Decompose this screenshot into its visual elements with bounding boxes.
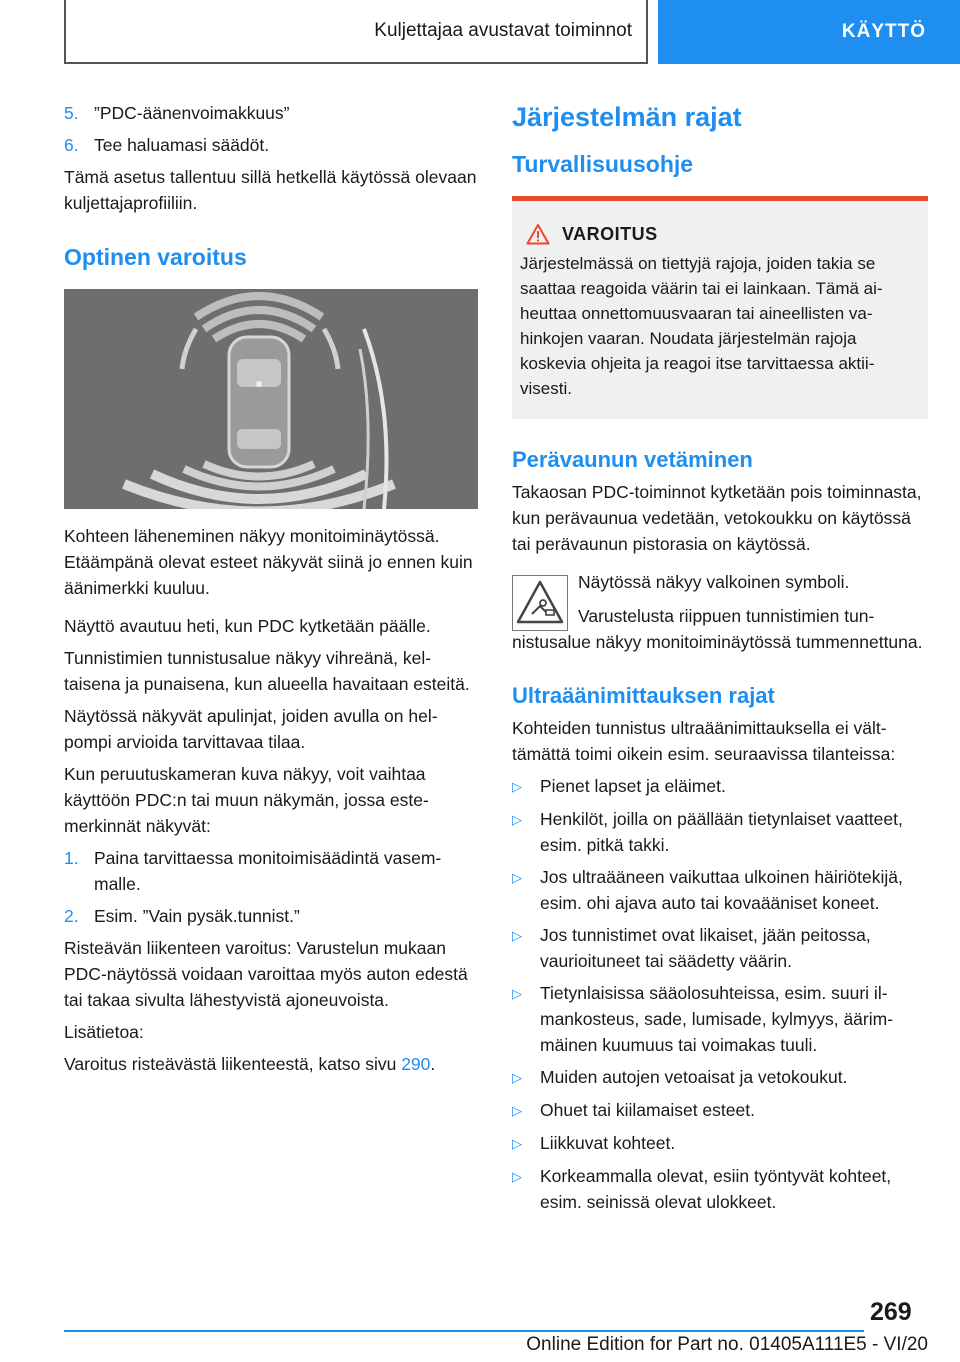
list-item [512, 864, 928, 916]
list-item-text: Henkilöt, joilla on päällään tietynlaiset vaatteet, esim. pitkä takki. [540, 809, 903, 855]
bullet-triangle-icon: ▷ [512, 870, 522, 885]
paragraph-trailer: Takaosan PDC-toiminnot kytketään pois toiminnasta, kun perävaunua vedetään, vetokoukku on käytössä tai perävaunun pistorasia on käytössä. [512, 482, 922, 554]
step-number: 6. [64, 135, 79, 155]
heading-trailer: Perävaunun vetäminen [512, 447, 753, 472]
left-column [64, 100, 478, 1083]
paragraph-guide-lines: Näytössä näkyvät apulinjat, joiden avulla on helpompi arvioida tarvittavaa tilaa. [64, 706, 438, 752]
list-item [512, 922, 928, 974]
bullet-triangle-icon: ▷ [512, 1169, 522, 1184]
header-section-title: Kuljettajaa avustavat toiminnot [374, 20, 632, 41]
header-chapter-title: KÄYTTÖ [841, 21, 926, 42]
paragraph-reference [64, 1051, 478, 1077]
step-text: Paina tarvittaessa monitoimisäädintä vasemmalle. [94, 848, 442, 894]
list-item [512, 1163, 928, 1215]
list-item-text: Pienet lapset ja eläimet. [540, 776, 726, 796]
numbered-step [64, 132, 478, 158]
warning-text: Järjestelmässä on tiettyjä rajoja, joiden takia se saattaa reagoida väärin tai ei lainkaan. Tämä aiheuttaa onnettomuusvaaran tai aineellisten vahinkojen vaaran. Noudata järjestelmän rajoja koskevia ohjeita ja reagoi itse tarvittaessa aktiivisesti. [520, 254, 883, 398]
list-item-text: Korkeammalla olevat, esiin työntyvät kohteet, esim. seinissä olevat ulokkeet. [540, 1166, 892, 1212]
step-text: ”PDC-äänenvoimakkuus” [94, 103, 290, 123]
bullet-triangle-icon: ▷ [512, 1070, 522, 1085]
warning-triangle-icon [526, 223, 550, 245]
trailer-symbol-box [512, 575, 568, 631]
bullet-triangle-icon: ▷ [512, 1103, 522, 1118]
list-item-text: Jos ultraääneen vaikuttaa ulkoinen häiriötekijä, esim. ohi ajava auto tai kovaääniset koneet. [540, 867, 903, 913]
car-parking-sensor-icon [64, 289, 478, 509]
list-item [512, 806, 928, 858]
step-number: 1. [64, 848, 79, 868]
paragraph-colors: Tunnistimien tunnistusalue näkyy vihreänä, keltaisena ja punaisena, kun alueella havaitaan esteitä. [64, 648, 470, 694]
list-item [512, 980, 928, 1058]
pdc-display-illustration [64, 289, 478, 509]
right-column [512, 100, 928, 1221]
reference-end: . [430, 1054, 436, 1074]
numbered-step [64, 100, 478, 126]
paragraph-camera: Kun peruutuskameran kuva näkyy, voit vaihtaa käyttöön PDC:n tai muun näkymän, jossa estemerkinnät näkyvät: [64, 764, 429, 836]
warning-title: VAROITUS [562, 223, 658, 244]
numbered-step [64, 845, 478, 897]
heading-optical-warning: Optinen varoitus [64, 244, 247, 270]
bullet-triangle-icon: ▷ [512, 986, 522, 1001]
numbered-step [64, 903, 478, 929]
symbol-line-2: Varustelusta riippuen tunnistimien tunnistusalue näkyy monitoiminäytössä tummennettuna. [512, 606, 923, 652]
paragraph-ultrasonic: Kohteiden tunnistus ultraäänimittauksella ei välttämättä toimi oikein esim. seuraavissa tilanteissa: [512, 718, 896, 764]
heading-system-limits: Järjestelmän rajat [512, 102, 742, 132]
page-number: 269 [870, 1298, 912, 1326]
paragraph-display-opens: Näyttö avautuu heti, kun PDC kytketään päälle. [64, 616, 431, 636]
heading-ultrasonic: Ultraäänimittauksen rajat [512, 683, 775, 708]
list-item-text: Ohuet tai kiilamaiset esteet. [540, 1100, 755, 1120]
header-chapter-tab [658, 0, 960, 64]
paragraph-more-info: Lisätietoa: [64, 1022, 144, 1042]
footer-divider [64, 1330, 864, 1332]
bullet-triangle-icon: ▷ [512, 1136, 522, 1151]
step-number: 2. [64, 906, 79, 926]
footer-edition: Online Edition for Part no. 01405A111E5 - VI/20 [526, 1334, 928, 1355]
step-number: 5. [64, 103, 79, 123]
list-item [512, 1130, 928, 1157]
list-item-text: Jos tunnistimet ovat likaiset, jään peitossa, vaurioituneet tai säädetty väärin. [540, 925, 871, 971]
list-item-text: Liikkuvat kohteet. [540, 1133, 676, 1153]
warning-box [512, 196, 928, 419]
paragraph-save: Tämä asetus tallentuu sillä hetkellä käytössä olevaan kuljettajaprofiiliin. [64, 167, 477, 213]
list-item-text: Muiden autojen vetoaisat ja vetokoukut. [540, 1067, 848, 1087]
page-link-290[interactable]: 290 [401, 1054, 431, 1074]
paragraph-approach: Kohteen läheneminen näkyy monitoiminäytössä. Etäämpänä olevat esteet näkyvät siinä jo ennen kuin äänimerkki kuuluu. [64, 526, 473, 598]
list-item [512, 1064, 928, 1091]
trailer-warning-symbol-icon [513, 576, 567, 630]
paragraph-cross-traffic: Risteävän liikenteen varoitus: Varustelun mukaan PDC-näytössä voidaan varoittaa myös auton edestä tai takaa sivulta lähestyvistä ajoneuvoista. [64, 938, 468, 1010]
bullet-triangle-icon: ▷ [512, 812, 522, 827]
list-item-text: Tietynlaisissa sääolosuhteissa, esim. suuri ilmankosteus, sade, lumisade, kylmyys, äärimmäinen kuumuus tai voimakas tuuli. [540, 983, 894, 1055]
reference-text: Varoitus risteävästä liikenteestä, katso sivu [64, 1054, 402, 1074]
bullet-triangle-icon: ▷ [512, 928, 522, 943]
list-item [512, 1097, 928, 1124]
heading-safety-note: Turvallisuusohje [512, 151, 694, 177]
symbol-line-1: Näytössä näkyy valkoinen symboli. [578, 572, 850, 592]
list-item [512, 773, 928, 800]
step-text: Tee haluamasi säädöt. [94, 135, 270, 155]
bullet-triangle-icon: ▷ [512, 779, 522, 794]
header-section-tab [64, 0, 648, 64]
step-text: Esim. ”Vain pysäk.tunnist.” [94, 906, 300, 926]
warning-header [520, 223, 918, 245]
